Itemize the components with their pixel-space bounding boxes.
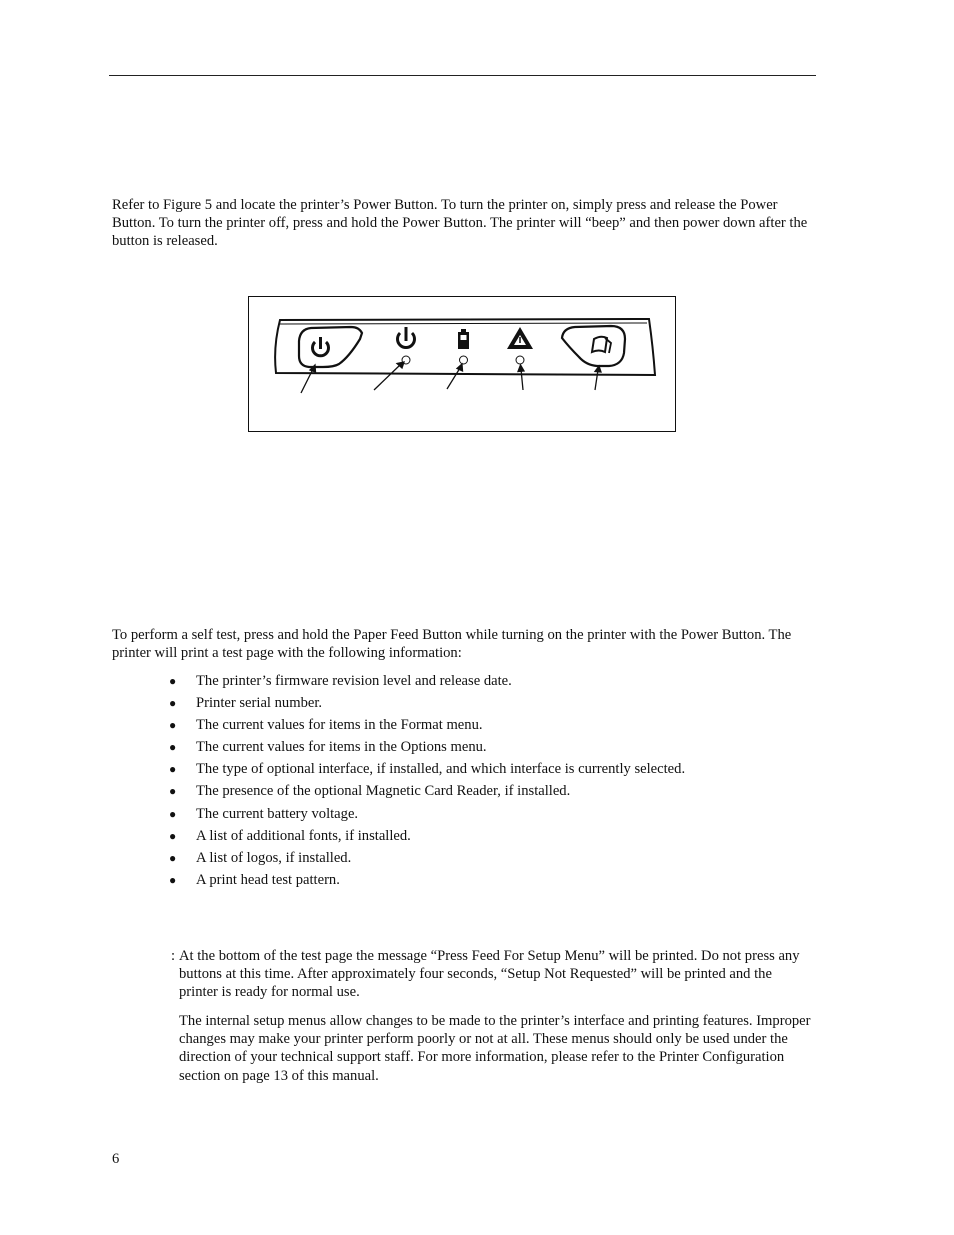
bullet-icon: ● (169, 696, 177, 711)
note-text: At the bottom of the test page the message “Press Feed For Setup Menu” will be printed. Do not press any buttons at this time. After approximately four seconds, “Setup Not Requested” will be printed and the printer is ready for normal use. (179, 948, 800, 1001)
control-panel-figure (248, 296, 676, 432)
list-item: ● A list of additional fonts, if installed. (169, 827, 411, 844)
list-item: ● The presence of the optional Magnetic Card Reader, if installed. (169, 783, 571, 800)
warning-icon (507, 327, 533, 364)
list-item: ● Printer serial number. (169, 695, 323, 712)
list-item: ● The current battery voltage. (169, 805, 359, 822)
pointer-arrows (301, 362, 601, 393)
paper-feed-button-icon (562, 326, 625, 366)
note-lead: : (171, 948, 176, 964)
power-led-icon (398, 327, 415, 364)
self-test-paragraph: To perform a self test, press and hold the Paper Feed Button while turning on the printer with the Power Button. The printer will print a test page with the following information: (112, 627, 792, 662)
bullet-icon: ● (169, 872, 177, 887)
note-block (171, 947, 811, 1002)
bullet-icon: ● (169, 784, 177, 799)
list-item: ● The printer’s firmware revision level and release date. (169, 673, 512, 689)
list-item: ● The current values for items in the Format menu. (169, 717, 483, 734)
bullet-icon: ● (169, 828, 177, 843)
bullet-icon: ● (169, 806, 177, 821)
power-button-icon (299, 327, 362, 367)
list-item: ● A list of logos, if installed. (169, 849, 352, 866)
intro-paragraph: Refer to Figure 5 and locate the printer’s Power Button. To turn the printer on, simply press and release the Power Button. To turn the printer off, press and hold the Power Button. The printer will “beep” and then power down after the button is released. (112, 197, 808, 250)
list-item: ● A print head test pattern. (169, 871, 340, 888)
list-item: ● The type of optional interface, if installed, and which interface is currently selected. (169, 761, 686, 778)
bullet-icon: ● (169, 740, 177, 755)
self-test-info-list (168, 671, 808, 892)
bullet-icon: ● (169, 718, 177, 733)
bullet-icon: ● (169, 850, 177, 865)
header-rule (109, 75, 816, 76)
list-item: ● The current values for items in the Options menu. (169, 739, 487, 756)
bullet-icon: ● (169, 762, 177, 777)
battery-icon (458, 329, 469, 364)
note-text-2: The internal setup menus allow changes to be made to the printer’s interface and printing features. Improper changes may make your printer perform poorly or not at all. These menus should only be used under the direction of your technical support staff. For more information, please refer to the Printer Configuration section on page 13 of this manual. (179, 1013, 811, 1084)
bullet-icon: ● (169, 674, 177, 688)
page-number: 6 (112, 1151, 120, 1167)
